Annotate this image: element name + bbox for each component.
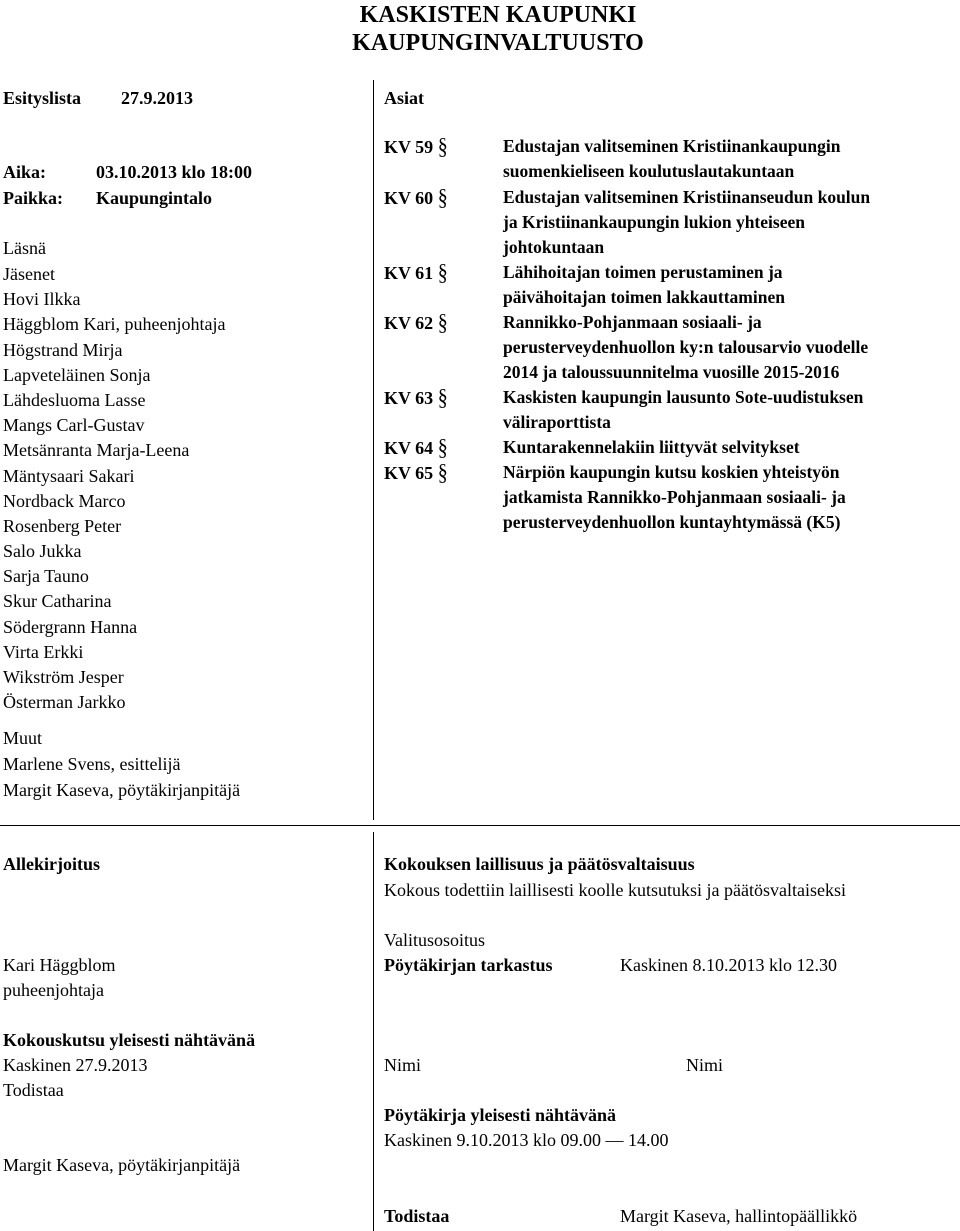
signer-name: Kari Häggblom bbox=[3, 955, 116, 975]
member-name: Högstrand Mirja bbox=[3, 339, 123, 360]
attendee-list bbox=[3, 262, 225, 715]
agenda-item-number: KV 62 § bbox=[384, 310, 448, 336]
agenda-item-title: Edustajan valitseminen Kristiinanseudun koulun ja Kristiinankaupungin lukion yhteiseen johtokuntaan bbox=[503, 187, 871, 257]
aika-label: Aika: bbox=[3, 162, 47, 182]
member-name: Wikström Jesper bbox=[3, 667, 124, 687]
member-name: Södergrann Hanna bbox=[3, 616, 138, 637]
agenda-item-number: KV 65 § bbox=[384, 460, 448, 486]
member-name: Österman Jarkko bbox=[3, 692, 126, 713]
public-title: Pöytäkirja yleisesti nähtävänä bbox=[384, 1105, 616, 1125]
other-attendee: Margit Kaseva, pöytäkirjanpitäjä bbox=[3, 780, 241, 800]
document-subtitle: KAUPUNGINVALTUUSTO bbox=[352, 30, 644, 56]
agenda-item-title: Närpiön kaupungin kutsu koskien yhteistyön jatkamista Rannikko-Pohjanmaan sosiaali- ja perusterveydenhuollon kuntayhtymässä (K5) bbox=[503, 462, 846, 532]
paikka-value: Kaupungintalo bbox=[96, 188, 213, 208]
member-name: Skur Catharina bbox=[3, 591, 112, 612]
member-name: Sarja Tauno bbox=[3, 566, 89, 587]
nimi-label-1: Nimi bbox=[384, 1055, 422, 1075]
other-attendee: Marlene Svens, esittelijä bbox=[3, 754, 181, 774]
member-name: Salo Jukka bbox=[3, 541, 82, 562]
tarkastus-value: Kaskinen 8.10.2013 klo 12.30 bbox=[620, 955, 837, 975]
certifier-name: Margit Kaseva, pöytäkirjanpitäjä bbox=[3, 1155, 241, 1175]
esityslista-date: 27.9.2013 bbox=[121, 88, 193, 108]
member-name: Mäntysaari Sakari bbox=[3, 465, 135, 486]
aika-value: 03.10.2013 klo 18:00 bbox=[96, 162, 253, 182]
member-name: Nordback Marco bbox=[3, 490, 126, 511]
agenda-item-number: KV 63 § bbox=[384, 385, 448, 411]
todistaa-text: Todistaa bbox=[3, 1080, 64, 1100]
agenda-item-number: KV 61 § bbox=[384, 260, 448, 286]
bottom-column-divider bbox=[373, 832, 374, 1231]
signer-role: puheenjohtaja bbox=[3, 980, 104, 1000]
agenda-item-title: Rannikko-Pohjanmaan sosiaali- ja perusterveydenhuollon ky:n talousarvio vuodelle 2014 ja taloussuunnitelma vuosille 2015-2016 bbox=[503, 312, 869, 382]
member-name: Hovi Ilkka bbox=[3, 289, 81, 310]
agenda-heading: Asiat bbox=[384, 88, 424, 108]
member-name: Mangs Carl-Gustav bbox=[3, 415, 145, 436]
agenda-item-title: Lähihoitajan toimen perustaminen ja päivähoitajan toimen lakkauttaminen bbox=[503, 262, 785, 307]
agenda-item-number: KV 59 § bbox=[384, 134, 448, 160]
agenda-item-title: Kaskisten kaupungin lausunto Sote-uudistuksen väliraporttista bbox=[503, 387, 864, 432]
lasna-heading: Läsnä bbox=[3, 238, 46, 258]
member-name: Metsänranta Marja-Leena bbox=[3, 440, 190, 461]
todistaa-label: Todistaa bbox=[384, 1206, 450, 1226]
esityslista-label: Esityslista bbox=[3, 88, 82, 108]
member-name: Rosenberg Peter bbox=[3, 515, 122, 536]
agenda-item-number: KV 64 § bbox=[384, 435, 448, 461]
valitusosoitus-text: Valitusosoitus bbox=[384, 930, 486, 950]
todistaa-value: Margit Kaseva, hallintopäällikkö bbox=[620, 1206, 858, 1226]
jasenet-heading: Jäsenet bbox=[3, 264, 55, 284]
allekirjoitus-heading: Allekirjoitus bbox=[3, 854, 100, 874]
agenda-item-number: KV 60 § bbox=[384, 185, 448, 211]
paikka-label: Paikka: bbox=[3, 188, 64, 208]
section-divider bbox=[0, 825, 960, 826]
legality-text: Kokous todettiin laillisesti koolle kutsutuksi ja päätösvaltaiseksi bbox=[384, 880, 846, 900]
notice-title: Kokouskutsu yleisesti nähtävänä bbox=[3, 1030, 256, 1050]
column-divider bbox=[373, 80, 374, 820]
member-name: Häggblom Kari, puheenjohtaja bbox=[3, 314, 226, 335]
member-name: Virta Erkki bbox=[3, 641, 84, 662]
document-title: KASKISTEN KAUPUNKI bbox=[359, 2, 637, 28]
agenda-item-title: Edustajan valitseminen Kristiinankaupungin suomenkieliseen koulutuslautakuntaan bbox=[503, 136, 841, 181]
nimi-label-2: Nimi bbox=[686, 1055, 724, 1075]
public-value: Kaskinen 9.10.2013 klo 09.00 — 14.00 bbox=[384, 1130, 669, 1150]
member-name: Lapveteläinen Sonja bbox=[3, 364, 151, 385]
tarkastus-label: Pöytäkirjan tarkastus bbox=[384, 955, 553, 975]
agenda-item-title: Kuntarakennelakiin liittyvät selvitykset bbox=[503, 437, 800, 457]
member-name: Lähdesluoma Lasse bbox=[3, 389, 146, 410]
notice-place-date: Kaskinen 27.9.2013 bbox=[3, 1055, 148, 1075]
legality-title: Kokouksen laillisuus ja päätösvaltaisuus bbox=[384, 854, 695, 874]
muut-heading: Muut bbox=[3, 728, 43, 748]
